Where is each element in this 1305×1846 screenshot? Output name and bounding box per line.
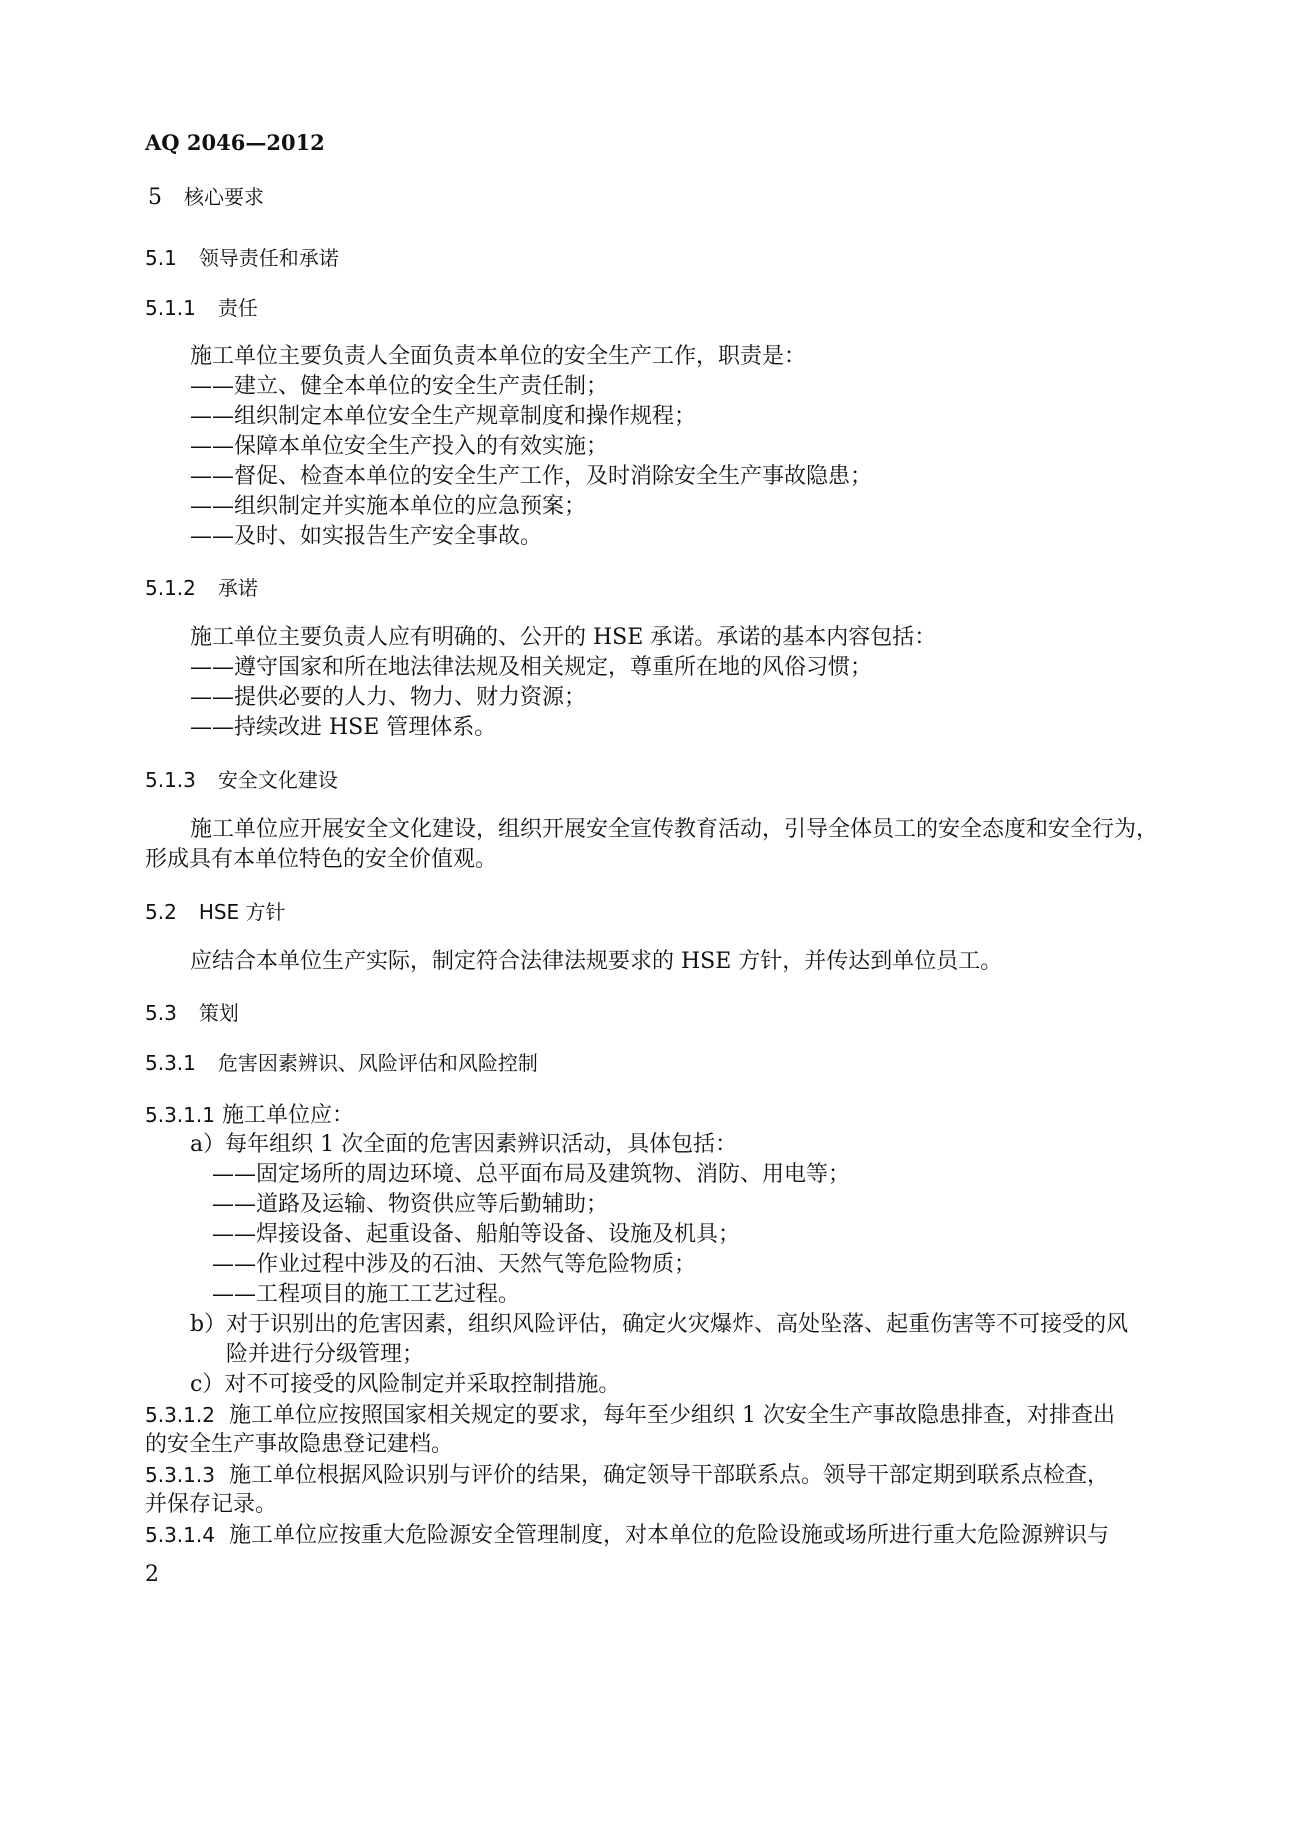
list-item: ——建立、健全本单位的安全生产责任制； — [190, 374, 609, 399]
clause-5-3-1-1 — [145, 1100, 354, 1131]
clause-text-continued: 的安全生产事故隐患登记建档。 — [145, 1432, 454, 1457]
section-number: 5.3 — [145, 1001, 177, 1025]
paragraph-text: 施工单位应开展安全文化建设，组织开展安全宣传教育活动，引导全体员工的安全态度和安全行为， — [190, 817, 1159, 842]
sub-item-a: a）每年组织 1 次全面的危害因素辨识活动，具体包括： — [190, 1132, 738, 1157]
list-item: ——道路及运输、物资供应等后勤辅助； — [212, 1192, 609, 1217]
section-number: 5.1.2 — [145, 576, 196, 600]
section-5-1-2-heading — [145, 573, 258, 603]
sub-item-b: b）对于识别出的危害因素，组织风险评估，确定火灾爆炸、高处坠落、起重伤害等不可接受的风 — [190, 1312, 1129, 1337]
sub-item-c: c）对不可接受的风险制定并采取控制措施。 — [190, 1372, 621, 1397]
clause-text: 施工单位应： — [221, 1103, 354, 1128]
section-title: 安全文化建设 — [217, 768, 338, 792]
list-item: ——作业过程中涉及的石油、天然气等危险物质； — [212, 1252, 697, 1277]
standard-code: AQ 2046—2012 — [145, 130, 325, 155]
paragraph-text: 应结合本单位生产实际，制定符合法律法规要求的 HSE 方针，并传达到单位员工。 — [190, 949, 1003, 974]
section-title: 责任 — [217, 296, 258, 320]
list-item: ——遵守国家和所在地法律法规及相关规定，尊重所在地的风俗习惯； — [190, 655, 873, 680]
list-item: ——焊接设备、起重设备、船舶等设备、设施及机具； — [212, 1222, 741, 1247]
clause-text: 施工单位根据风险识别与评价的结果，确定领导干部联系点。领导干部定期到联系点检查， — [228, 1463, 1109, 1488]
section-title: HSE 方针 — [198, 900, 286, 924]
section-5-3-1-heading — [145, 1048, 538, 1078]
section-5-1-3-heading — [145, 765, 338, 795]
clause-number: 5.3.1.1 — [145, 1103, 215, 1127]
list-item: ——组织制定本单位安全生产规章制度和操作规程； — [190, 404, 697, 429]
clause-5-3-1-4 — [145, 1520, 1109, 1551]
clause-number: 5.3.1.3 — [145, 1463, 215, 1487]
section-number: 5.1.1 — [145, 296, 196, 320]
clause-number: 5.3.1.4 — [145, 1523, 215, 1547]
clause-text: 施工单位应按重大危险源安全管理制度，对本单位的危险设施或场所进行重大危险源辨识与 — [228, 1523, 1109, 1548]
section-title: 策划 — [198, 1001, 239, 1025]
section-title: 危害因素辨识、风险评估和风险控制 — [217, 1051, 538, 1075]
section-title: 承诺 — [217, 576, 258, 600]
paragraph-text: 施工单位主要负责人全面负责本单位的安全生产工作，职责是： — [190, 344, 807, 369]
clause-text-continued: 并保存记录。 — [145, 1492, 278, 1517]
list-item: ——及时、如实报告生产安全事故。 — [190, 524, 543, 549]
clause-text: 施工单位应按照国家相关规定的要求，每年至少组织 1 次安全生产事故隐患排查，对排查出 — [228, 1403, 1115, 1428]
section-title: 领导责任和承诺 — [198, 246, 339, 270]
list-item: ——工程项目的施工工艺过程。 — [212, 1282, 521, 1307]
section-title: 核心要求 — [184, 185, 264, 209]
section-5-1-heading — [145, 243, 339, 273]
paragraph-text: 施工单位主要负责人应有明确的、公开的 HSE 承诺。承诺的基本内容包括： — [190, 625, 937, 650]
section-number: 5.1.3 — [145, 768, 196, 792]
list-item: ——提供必要的人力、物力、财力资源； — [190, 685, 587, 710]
section-5-2-heading — [145, 897, 286, 927]
section-number: 5.2 — [145, 900, 177, 924]
list-item: ——固定场所的周边环境、总平面布局及建筑物、消防、用电等； — [212, 1162, 851, 1187]
section-number: 5.3.1 — [145, 1051, 196, 1075]
page-number: 2 — [145, 1562, 159, 1587]
sub-item-b-continued: 险并进行分级管理； — [226, 1342, 425, 1367]
list-item: ——持续改进 HSE 管理体系。 — [190, 715, 497, 740]
clause-5-3-1-2 — [145, 1400, 1115, 1431]
section-5-heading — [148, 182, 264, 213]
clause-number: 5.3.1.2 — [145, 1403, 215, 1427]
list-item: ——督促、检查本单位的安全生产工作，及时消除安全生产事故隐患； — [190, 464, 873, 489]
section-5-3-heading — [145, 998, 239, 1028]
clause-5-3-1-3 — [145, 1460, 1109, 1491]
section-5-1-1-heading — [145, 293, 258, 323]
list-item: ——保障本单位安全生产投入的有效实施； — [190, 434, 609, 459]
paragraph-text: 形成具有本单位特色的安全价值观。 — [145, 847, 498, 872]
section-number: 5 — [148, 185, 162, 210]
list-item: ——组织制定并实施本单位的应急预案； — [190, 494, 587, 519]
section-number: 5.1 — [145, 246, 177, 270]
